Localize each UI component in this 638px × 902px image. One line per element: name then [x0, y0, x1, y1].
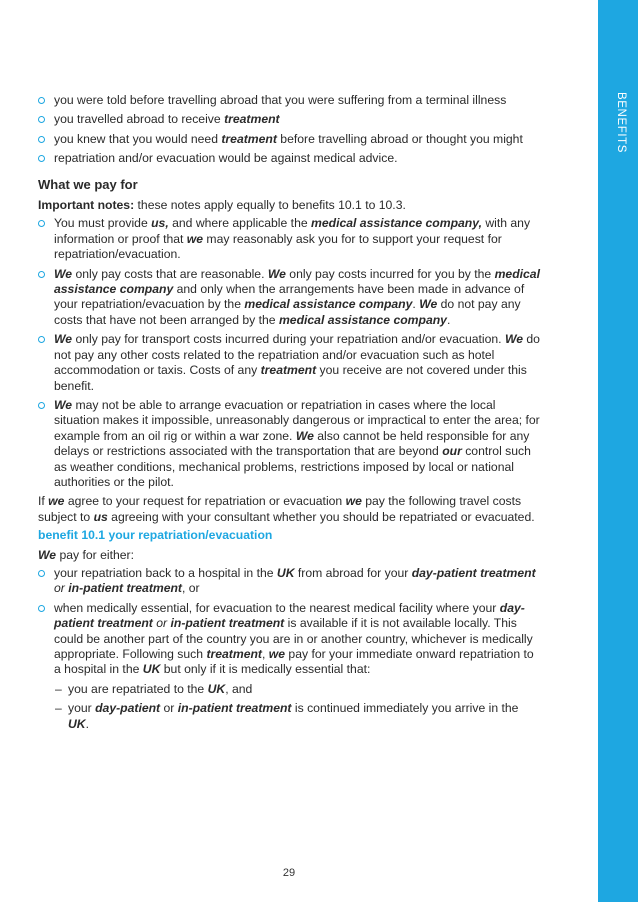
text-run: and where applicable the: [168, 216, 312, 231]
list-item: [38, 332, 540, 394]
defined-term: treatment: [206, 647, 262, 661]
defined-term: medical assistance company: [54, 266, 540, 297]
text-run: only pay costs that are reasonable.: [72, 266, 268, 281]
text-run: If: [38, 494, 49, 509]
text-run: before travelling abroad or thought you might: [276, 131, 523, 146]
defined-term: we: [48, 494, 65, 509]
important-notes-text: these notes apply equally to benefits 10.1 to 10.3.: [134, 198, 406, 213]
defined-term: day-patient treatment: [411, 565, 536, 580]
defined-term: medical assistance company,: [311, 216, 482, 231]
sub-list-item: [38, 682, 540, 697]
defined-term: medical assistance company: [244, 297, 413, 312]
text-run: only pay for transport costs incurred during your repatriation and/or evacuation.: [72, 332, 505, 347]
defined-term: day-patient: [95, 701, 161, 716]
text-run: is available if it is not available locally. This could be another part of the country you are in or another country, whichever is medically appropriate. Following such: [54, 616, 533, 661]
text-run: from abroad for your: [294, 565, 412, 580]
defined-term: our: [442, 444, 462, 459]
text-run: may not be able to arrange evacuation or repatriation in cases where the local situation makes it impossible, unreasonably dangerous or impractical to enter the area; for example from an oil rig or within a war zone.: [54, 397, 540, 443]
defined-term: in-patient treatment: [170, 616, 285, 631]
exclusion-list: [38, 93, 540, 167]
text-run: pay for your immediate onward repatriation to a hospital in the: [54, 647, 534, 677]
text-run: you travelled abroad to receive: [54, 112, 225, 127]
benefit-heading: benefit 10.1 your repatriation/evacuation: [38, 528, 273, 543]
italic-text: or: [54, 581, 69, 596]
sidebar-tab: [598, 0, 638, 902]
text-run: your: [68, 701, 96, 716]
pay-for-line: [38, 548, 540, 563]
text-run: .: [446, 312, 451, 327]
defined-term: day-patient treatment: [54, 600, 525, 631]
italic-text: or: [152, 616, 171, 631]
text-run: control such as weather conditions, mechanical problems, restrictions imposed by local or national authorities or the pilot.: [54, 444, 531, 489]
defined-term: in-patient treatment: [68, 581, 182, 596]
defined-term: we: [345, 494, 362, 509]
list-item: [38, 216, 540, 262]
text-run: .: [85, 716, 89, 731]
defined-term: in-patient treatment: [177, 701, 292, 716]
defined-term: we: [268, 647, 286, 661]
page-number: 29: [282, 867, 296, 879]
text-run: repatriation and/or evacuation would be against medical advice.: [54, 151, 398, 166]
section-heading: What we pay for: [38, 176, 138, 192]
text-run: or: [160, 701, 178, 716]
text-run: agree to your request for repatriation or evacuation: [64, 494, 346, 509]
defined-term: We: [54, 332, 73, 347]
sub-list-item: [38, 701, 540, 732]
defined-term: We: [504, 332, 524, 347]
text-run: pay for either:: [56, 547, 134, 562]
text-run: do not pay any other costs related to the repatriation and/or evacuation such as hotel accommodation or taxis. Costs of any: [54, 332, 540, 378]
text-run: you knew that you would need: [54, 131, 222, 146]
text-run: agreeing with your consultant whether you should be repatriated or evacuated.: [107, 509, 535, 524]
text-run: .: [412, 297, 420, 312]
important-notes: [38, 198, 540, 213]
defined-term: We: [54, 397, 73, 412]
text-run: may reasonably ask you for to support your request for repatriation/evacuation.: [54, 231, 502, 262]
text-run: you were told before travelling abroad that you were suffering from a terminal illness: [54, 93, 507, 107]
text-run: you receive are not covered under this benefit.: [54, 363, 527, 393]
list-item: [38, 151, 540, 166]
list-item: [38, 132, 540, 147]
list-item: [38, 112, 540, 127]
defined-term: us: [93, 509, 108, 524]
defined-term: We: [419, 297, 438, 312]
text-run: ,: [261, 647, 269, 661]
text-run: only pay costs incurred for you by the: [285, 266, 495, 281]
defined-term: We: [38, 547, 57, 562]
text-run: but only if it is medically essential that:: [160, 662, 371, 677]
text-run: and only when the arrangements have been made in advance of your repatriation/evacuation by the: [54, 282, 525, 312]
text-run: You must provide: [54, 216, 152, 231]
defined-term: treatment: [224, 112, 280, 127]
text-run: when medically essential, for evacuation to the nearest medical facility where your: [54, 600, 500, 615]
text-run: with any information or proof that: [54, 216, 531, 246]
text-run: do not pay any costs that have not been arranged by the: [54, 297, 521, 327]
text-run: you are repatriated to the: [68, 681, 208, 696]
defined-term: medical assistance company: [278, 312, 447, 327]
defined-term: treatment: [260, 363, 317, 378]
sidebar-label: BENEFITS: [615, 92, 627, 154]
list-item: [38, 267, 540, 329]
text-run: your repatriation back to a hospital in the: [54, 565, 277, 580]
defined-term: We: [295, 428, 314, 443]
agree-paragraph: [38, 494, 540, 525]
text-run: pay the following travel costs subject to: [38, 494, 522, 524]
defined-term: us,: [151, 216, 169, 231]
defined-term: treatment: [221, 131, 277, 146]
defined-term: UK: [276, 565, 295, 580]
defined-term: UK: [68, 716, 86, 731]
benefit-list: [38, 566, 540, 732]
document-body: [38, 93, 540, 736]
text-run: is continued immediately you arrive in the: [291, 701, 519, 716]
text-run: also cannot be held responsible for any delays or restrictions associated with the transportation that are beyond: [54, 428, 530, 459]
defined-term: We: [267, 266, 286, 281]
list-item: [38, 398, 540, 490]
defined-term: we: [186, 231, 204, 246]
notes-list: [38, 216, 540, 490]
defined-term: We: [54, 266, 73, 281]
list-item: [38, 601, 540, 678]
text-run: , or: [182, 581, 200, 596]
defined-term: UK: [207, 681, 226, 696]
list-item: [38, 566, 540, 597]
list-item: [38, 93, 540, 108]
text-run: , and: [225, 681, 253, 696]
important-notes-label: Important notes:: [38, 198, 135, 213]
defined-term: UK: [142, 662, 161, 677]
